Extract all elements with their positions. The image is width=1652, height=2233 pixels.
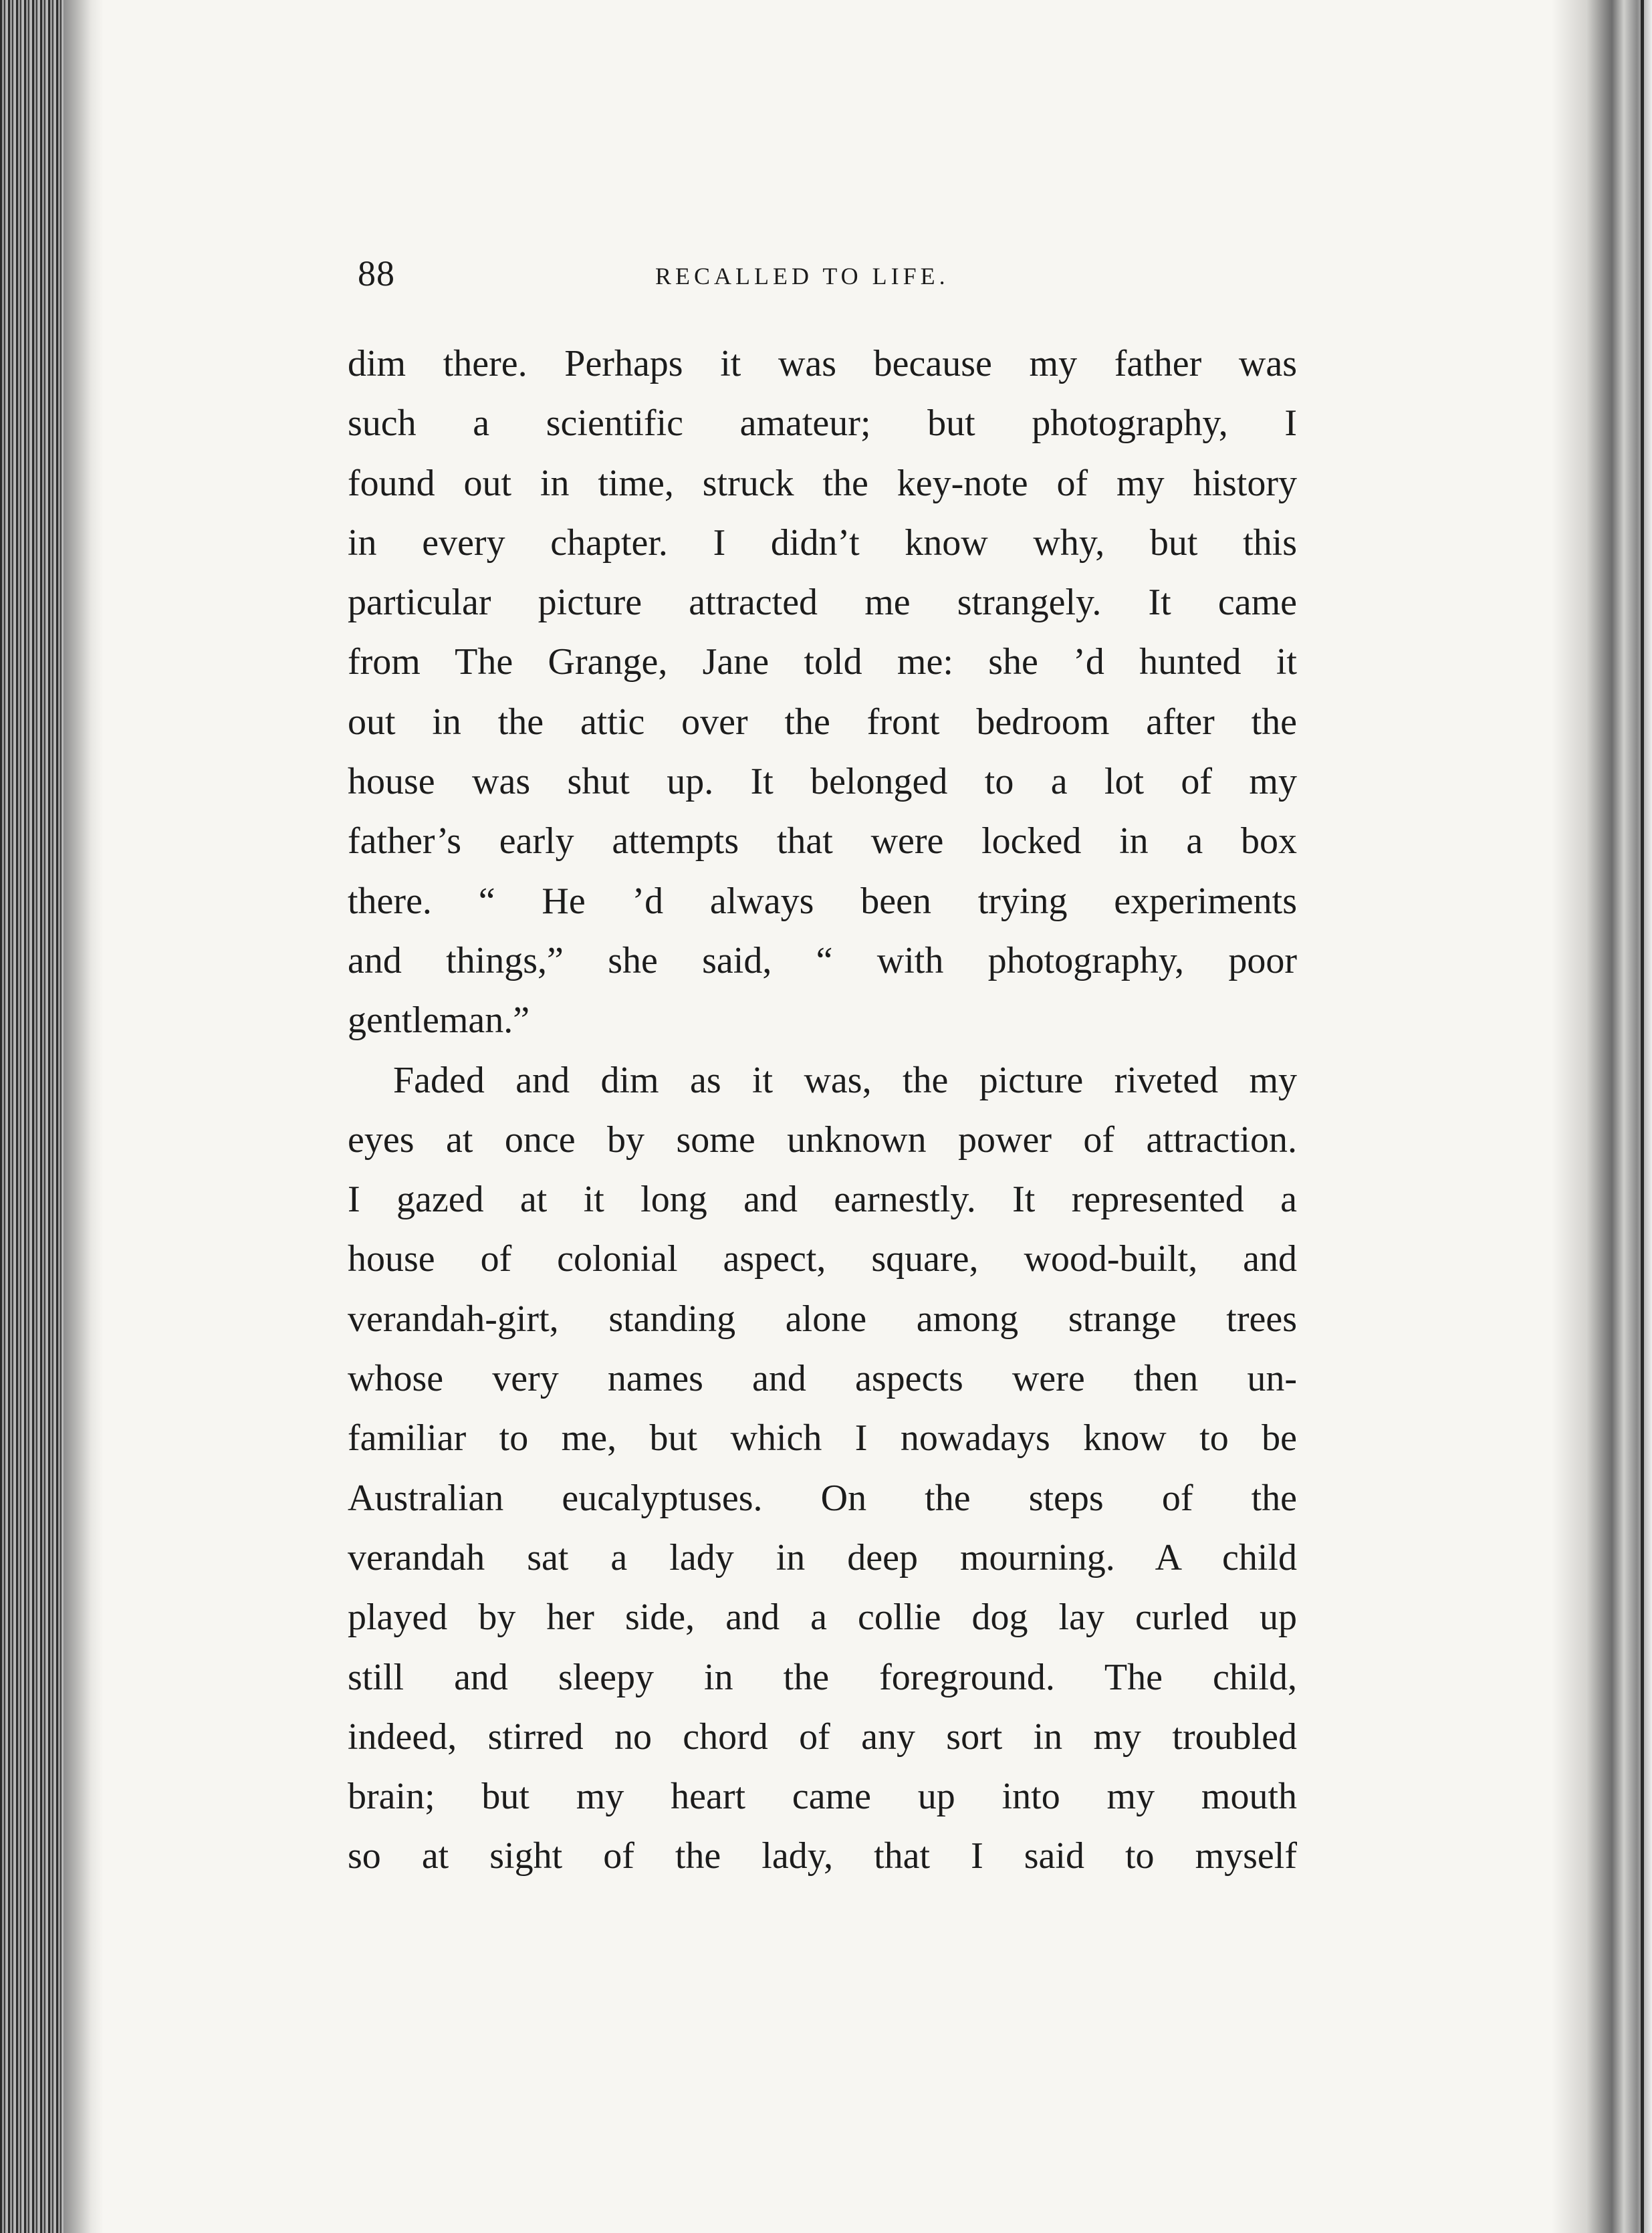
- text-line: house of colonial aspect, square, wood-built, and: [348, 1238, 1297, 1280]
- page-number: 88: [358, 253, 395, 293]
- text-line: gentleman.”: [348, 1000, 530, 1042]
- text-line: verandah-girt, standing alone among strange trees: [348, 1298, 1297, 1340]
- text-line: Faded and dim as it was, the picture riveted my: [393, 1059, 1297, 1101]
- text-line: particular picture attracted me strangely. It came: [348, 582, 1297, 624]
- text-line: out in the attic over the front bedroom after the: [348, 701, 1297, 743]
- text-line: and things,” she said, “ with photography, poor: [348, 939, 1297, 981]
- text-line: still and sleepy in the foreground. The child,: [348, 1656, 1297, 1698]
- text-line: from The Grange, Jane told me: she ’d hunted it: [348, 641, 1297, 683]
- paragraph-1: [348, 334, 1297, 1051]
- running-head: RECALLED TO LIFE.: [655, 263, 949, 289]
- text-line: Australian eucalyptuses. On the steps of the: [348, 1477, 1297, 1519]
- body-text: [348, 334, 1297, 1887]
- text-line: in every chapter. I didn’t know why, but this: [348, 521, 1297, 564]
- text-line: house was shut up. It belonged to a lot of my: [348, 761, 1297, 803]
- text-line: so at sight of the lady, that I said to myself: [348, 1835, 1297, 1877]
- text-line: such a scientific amateur; but photography, I: [348, 402, 1297, 445]
- text-line: familiar to me, but which I nowadays know to be: [348, 1417, 1297, 1459]
- text-line: played by her side, and a collie dog lay curled up: [348, 1597, 1297, 1639]
- text-line: dim there. Perhaps it was because my father was: [348, 343, 1297, 384]
- text-line: eyes at once by some unknown power of attraction.: [348, 1119, 1297, 1161]
- page-gutter-left: [0, 0, 64, 2233]
- text-line: verandah sat a lady in deep mourning. A child: [348, 1536, 1297, 1578]
- text-line: found out in time, struck the key-note of my history: [348, 462, 1297, 504]
- paragraph-2: [348, 1051, 1297, 1887]
- text-line: brain; but my heart came up into my mouth: [348, 1776, 1297, 1818]
- page-gutter-shadow: [64, 0, 104, 2233]
- text-line: indeed, stirred no chord of any sort in my troubled: [348, 1716, 1297, 1758]
- page-edge-right: [1552, 0, 1652, 2233]
- text-line: I gazed at it long and earnestly. It represented a: [348, 1179, 1297, 1221]
- page-edge-right-line: [1641, 0, 1644, 2233]
- text-line: there. “ He ’d always been trying experiments: [348, 880, 1297, 922]
- text-line: father’s early attempts that were locked in a box: [348, 820, 1297, 862]
- text-line: whose very names and aspects were then un-: [348, 1358, 1297, 1400]
